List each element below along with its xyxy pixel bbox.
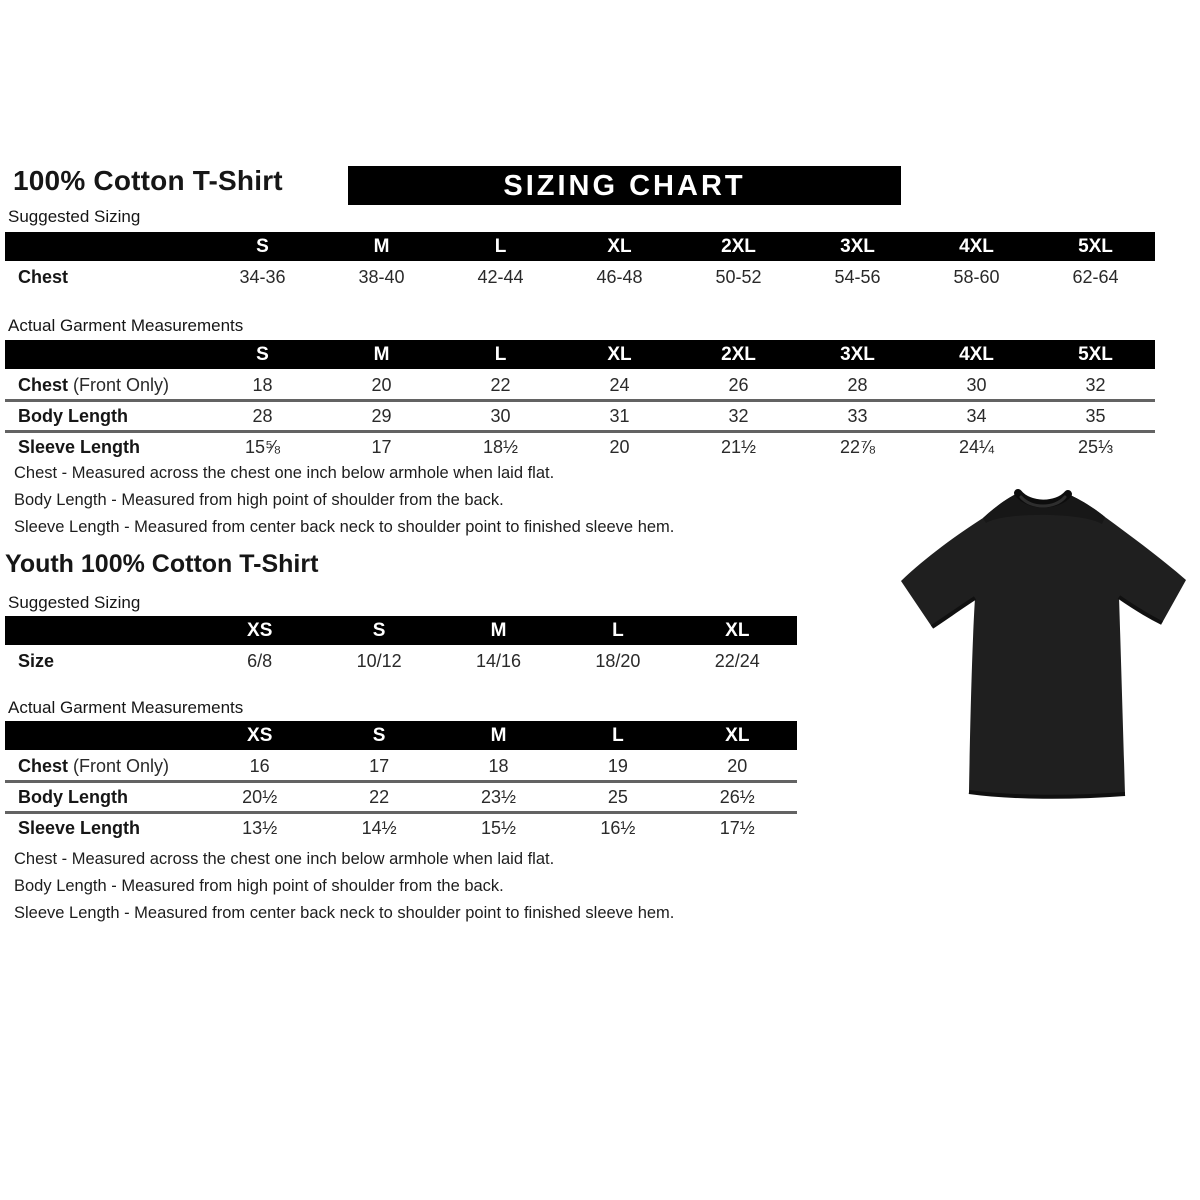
size-column-header: 5XL (1036, 340, 1155, 370)
table-row (5, 646, 797, 675)
measurement-value: 24¼ (917, 432, 1036, 462)
youth-garment-measurements-table (5, 721, 797, 842)
measurement-value: 22 (319, 782, 438, 813)
measurement-value: 22/24 (714, 650, 760, 671)
measurement-value: 58-60 (953, 266, 1000, 287)
table-row (5, 262, 1155, 291)
size-column-header: S (203, 232, 322, 262)
measurement-value: 29 (322, 401, 441, 432)
note-chest: Chest - Measured across the chest one inch below armhole when laid flat. (14, 850, 555, 868)
size-column-header: XL (560, 340, 679, 370)
table-row (5, 813, 797, 843)
size-column-header: XS (200, 721, 319, 751)
size-column-header: XL (678, 721, 797, 751)
measurement-value: 15½ (439, 813, 558, 843)
row-label-column-header (5, 232, 203, 262)
measurement-value: 18 (488, 755, 509, 776)
size-header-row (5, 232, 1155, 262)
measurement-value: 32 (1085, 374, 1106, 395)
sizing-chart-banner: SIZING CHART (348, 166, 901, 205)
note-sleeve-length: Sleeve Length - Measured from center back neck to shoulder point to finished sleeve hem. (14, 518, 675, 536)
measurement-value: 50-52 (715, 266, 762, 287)
row-label-column-header (5, 340, 203, 370)
adult-garment-measurements-table (5, 340, 1155, 461)
measurement-value: 23½ (439, 782, 558, 813)
row-label: Sleeve Length (5, 813, 200, 843)
measurement-value: 25⅓ (1036, 432, 1155, 462)
youth-garment-measurements-label: Actual Garment Measurements (8, 698, 244, 717)
youth-measurement-notes (14, 846, 674, 927)
measurement-value: 20½ (200, 782, 319, 813)
measurement-value: 30 (966, 374, 987, 395)
measurement-value: 34-36 (239, 266, 286, 287)
youth-suggested-sizing-label: Suggested Sizing (8, 593, 141, 612)
table-row (5, 432, 1155, 462)
row-label: Chest (Front Only) (18, 374, 170, 395)
measurement-value: 20 (727, 755, 748, 776)
table-row (5, 401, 1155, 432)
measurement-value: 34 (917, 401, 1036, 432)
size-column-header: 4XL (917, 232, 1036, 262)
adult-measurement-notes (14, 460, 674, 541)
measurement-value: 30 (441, 401, 560, 432)
size-column-header: 3XL (798, 340, 917, 370)
adult-suggested-sizing-label: Suggested Sizing (8, 207, 141, 226)
size-column-header: 2XL (679, 232, 798, 262)
size-column-header: M (322, 340, 441, 370)
size-column-header: 5XL (1036, 232, 1155, 262)
measurement-value: 17 (322, 432, 441, 462)
row-label: Chest (18, 266, 69, 287)
measurement-value: 26 (728, 374, 749, 395)
note-body-length: Body Length - Measured from high point of shoulder from the back. (14, 491, 504, 509)
table-row (5, 751, 797, 782)
adult-garment-measurements-label: Actual Garment Measurements (8, 316, 244, 335)
measurement-value: 31 (560, 401, 679, 432)
row-label-column-header (5, 721, 200, 751)
measurement-value: 46-48 (596, 266, 643, 287)
measurement-value: 24 (609, 374, 630, 395)
measurement-value: 17½ (678, 813, 797, 843)
measurement-value: 13½ (200, 813, 319, 843)
size-header-row (5, 616, 797, 646)
size-column-header: XL (678, 616, 797, 646)
row-label: Body Length (5, 401, 203, 432)
youth-section-title: Youth 100% Cotton T-Shirt (5, 550, 319, 578)
size-column-header: L (441, 340, 560, 370)
size-column-header: 4XL (917, 340, 1036, 370)
page-title: 100% Cotton T-Shirt (13, 165, 283, 196)
measurement-value: 22 (490, 374, 511, 395)
measurement-value: 54-56 (834, 266, 881, 287)
size-column-header: M (322, 232, 441, 262)
size-column-header: XL (560, 232, 679, 262)
measurement-value: 42-44 (477, 266, 524, 287)
measurement-value: 14½ (319, 813, 438, 843)
measurement-value: 28 (847, 374, 868, 395)
size-column-header: M (439, 721, 558, 751)
size-column-header: S (319, 721, 438, 751)
measurement-value: 62-64 (1072, 266, 1119, 287)
measurement-value: 6/8 (247, 650, 273, 671)
measurement-value: 22⅞ (798, 432, 917, 462)
size-column-header: XS (200, 616, 319, 646)
adult-suggested-sizing-table (5, 232, 1155, 291)
measurement-value: 15⅝ (203, 432, 322, 462)
table-row (5, 782, 797, 813)
measurement-value: 10/12 (356, 650, 402, 671)
size-column-header: 2XL (679, 340, 798, 370)
row-label: Size (18, 650, 55, 671)
measurement-value: 17 (369, 755, 390, 776)
note-body-length: Body Length - Measured from high point of shoulder from the back. (14, 877, 504, 895)
measurement-value: 16 (249, 755, 270, 776)
note-sleeve-length: Sleeve Length - Measured from center back neck to shoulder point to finished sleeve hem. (14, 904, 675, 922)
measurement-value: 32 (679, 401, 798, 432)
size-column-header: M (439, 616, 558, 646)
row-label: Body Length (5, 782, 200, 813)
measurement-value: 16½ (558, 813, 677, 843)
size-column-header: S (203, 340, 322, 370)
youth-suggested-sizing-table (5, 616, 797, 675)
measurement-value: 14/16 (475, 650, 521, 671)
measurement-value: 19 (607, 755, 628, 776)
size-column-header: L (558, 616, 677, 646)
row-label-column-header (5, 616, 200, 646)
size-column-header: L (441, 232, 560, 262)
measurement-value: 20 (560, 432, 679, 462)
size-column-header: S (319, 616, 438, 646)
measurement-value: 20 (371, 374, 392, 395)
measurement-value: 38-40 (358, 266, 405, 287)
measurement-value: 35 (1036, 401, 1155, 432)
measurement-value: 18/20 (595, 650, 641, 671)
size-column-header: L (558, 721, 677, 751)
size-header-row (5, 721, 797, 751)
measurement-value: 26½ (678, 782, 797, 813)
tshirt-photo (892, 476, 1192, 812)
measurement-value: 18 (252, 374, 273, 395)
black-tshirt-graphic (892, 476, 1192, 812)
measurement-value: 33 (798, 401, 917, 432)
tshirt-body (901, 493, 1186, 797)
size-header-row (5, 340, 1155, 370)
measurement-value: 21½ (679, 432, 798, 462)
size-column-header: 3XL (798, 232, 917, 262)
note-chest: Chest - Measured across the chest one inch below armhole when laid flat. (14, 464, 555, 482)
measurement-value: 25 (558, 782, 677, 813)
row-label: Sleeve Length (5, 432, 203, 462)
row-label: Chest (Front Only) (18, 755, 170, 776)
table-row (5, 370, 1155, 401)
measurement-value: 28 (203, 401, 322, 432)
measurement-value: 18½ (441, 432, 560, 462)
